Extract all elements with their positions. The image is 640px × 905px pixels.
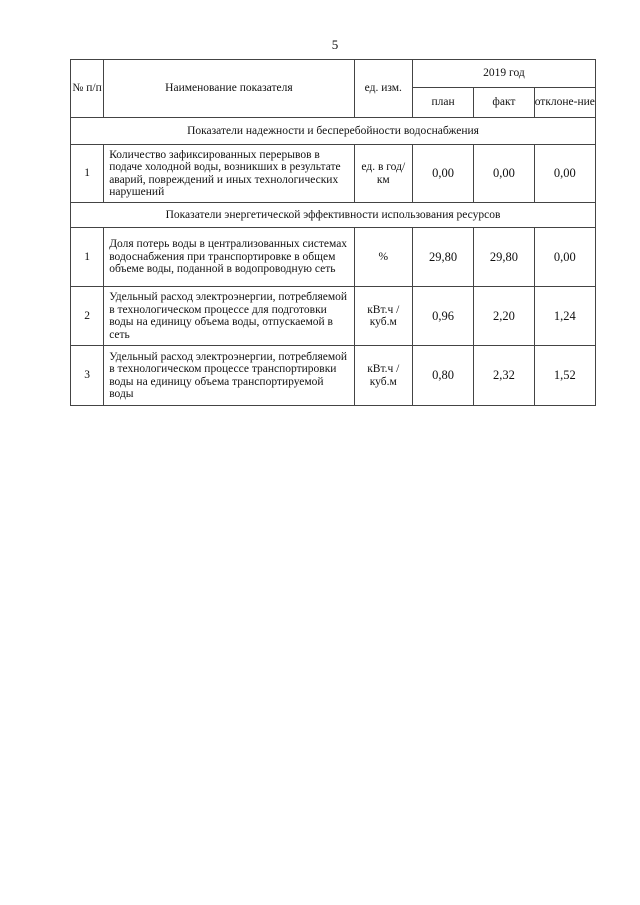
row-name: Удельный расход электроэнергии, потребляемой в технологическом процессе для подготовки воды на единицу объема воды, отпускаемой в сеть [104,287,354,346]
row-plan: 0,80 [412,346,473,406]
row-num: 1 [71,145,104,203]
table-row [71,228,596,287]
row-fact: 0,00 [474,145,534,203]
row-fact: 29,80 [474,228,534,287]
header-name: Наименование показателя [104,60,354,118]
row-deviation: 0,00 [534,145,595,203]
row-name: Доля потерь воды в централизованных системах водоснабжения при транспортировке в общем объеме воды, поданной в водопроводную сеть [104,228,354,287]
row-fact: 2,20 [474,287,534,346]
row-deviation: 0,00 [534,228,595,287]
header-year: 2019 год [412,60,595,88]
page-number: 5 [331,37,339,52]
row-name: Удельный расход электроэнергии, потребляемой в технологическом процессе транспортировки воды на единицу объема транспортируемой воды [104,346,354,406]
header-deviation: отклоне-ние [534,88,595,118]
row-num: 1 [71,228,104,287]
table-row [71,346,596,406]
row-unit: кВт.ч / куб.м [354,287,412,346]
section-title: Показатели надежности и бесперебойности водоснабжения [71,118,596,145]
row-num: 3 [71,346,104,406]
row-plan: 0,00 [412,145,473,203]
header-num: № п/п [71,60,104,118]
row-name: Количество зафиксированных перерывов в подаче холодной воды, возникших в результате аварий, повреждений и иных технологических нарушений [104,145,354,203]
table-row [71,145,596,203]
row-plan: 29,80 [412,228,473,287]
row-plan: 0,96 [412,287,473,346]
indicators-table [70,59,596,406]
header-unit: ед. изм. [354,60,412,118]
row-deviation: 1,52 [534,346,595,406]
row-unit: кВт.ч / куб.м [354,346,412,406]
header-fact: факт [474,88,534,118]
row-num: 2 [71,287,104,346]
row-unit: ед. в год/ км [354,145,412,203]
header-plan: план [412,88,473,118]
row-unit: % [354,228,412,287]
row-fact: 2,32 [474,346,534,406]
row-deviation: 1,24 [534,287,595,346]
section-title: Показатели энергетической эффективности использования ресурсов [71,203,596,228]
table-row [71,287,596,346]
